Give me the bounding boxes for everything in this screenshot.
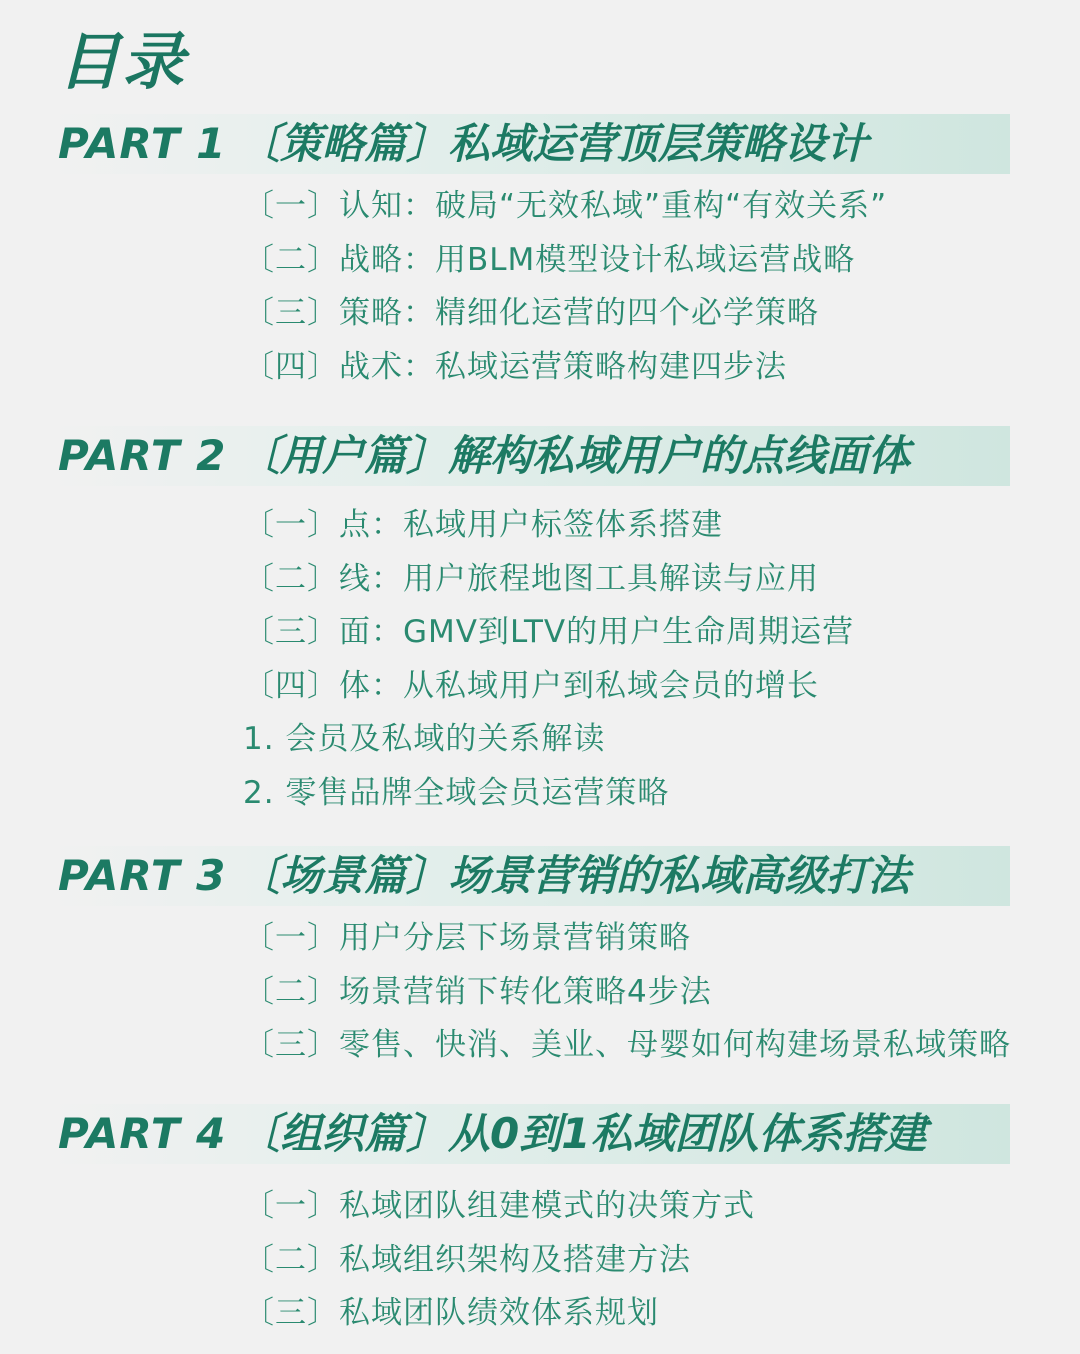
part-1-items (243, 180, 887, 394)
part-heading: 〔场景篇〕场景营销的私域高级打法 (238, 851, 911, 900)
part-label: PART 4 (58, 1109, 227, 1158)
toc-item: 〔二〕线：用户旅程地图工具解读与应用 (243, 560, 819, 597)
toc-item: 〔一〕私域团队组建模式的决策方式 (243, 1188, 755, 1224)
page-title: 目录 (58, 25, 187, 98)
part-heading: 〔策略篇〕私域运营顶层策略设计 (238, 119, 869, 168)
toc-item: 〔二〕私域组织架构及搭建方法 (243, 1241, 691, 1278)
part-heading: 〔用户篇〕解构私域用户的点线面体 (238, 431, 911, 480)
toc-item: 〔四〕战术：私域运营策略构建四步法 (243, 348, 787, 385)
part-3-banner (52, 846, 1010, 906)
toc-item: 〔三〕策略：精细化运营的四个必学策略 (243, 295, 819, 331)
part-label: PART 1 (58, 119, 227, 168)
toc-item: 〔二〕场景营销下转化策略4步法 (243, 973, 712, 1010)
toc-item: 〔三〕面：GMV到LTV的用户生命周期运营 (243, 614, 855, 650)
part-4-banner (52, 1104, 1010, 1164)
toc-item: 〔一〕认知：破局“无效私域”重构“有效关系” (243, 188, 888, 224)
part-2-banner (52, 426, 1010, 486)
toc-item: 〔一〕点：私域用户标签体系搭建 (243, 507, 723, 543)
part-label: PART 2 (58, 431, 227, 480)
part-label: PART 3 (58, 851, 227, 900)
part-2-items (243, 499, 854, 820)
toc-item: 〔二〕战略：用BLM模型设计私域运营战略 (243, 241, 856, 278)
part-3-items (243, 912, 1011, 1073)
toc-item: 2. 零售品牌全域会员运营策略 (243, 774, 670, 811)
part-heading: 〔组织篇〕从0到1私域团队体系搭建 (238, 1109, 927, 1158)
toc-item: 1. 会员及私域的关系解读 (243, 721, 606, 757)
toc-item: 〔三〕私域团队绩效体系规划 (243, 1295, 659, 1331)
toc-item: 〔四〕体：从私域用户到私域会员的增长 (243, 667, 819, 704)
toc-item: 〔一〕用户分层下场景营销策略 (243, 920, 691, 956)
toc-item: 〔三〕零售、快消、美业、母婴如何构建场景私域策略 (243, 1027, 1011, 1063)
part-4-items (243, 1180, 755, 1341)
part-1-banner (52, 114, 1010, 174)
